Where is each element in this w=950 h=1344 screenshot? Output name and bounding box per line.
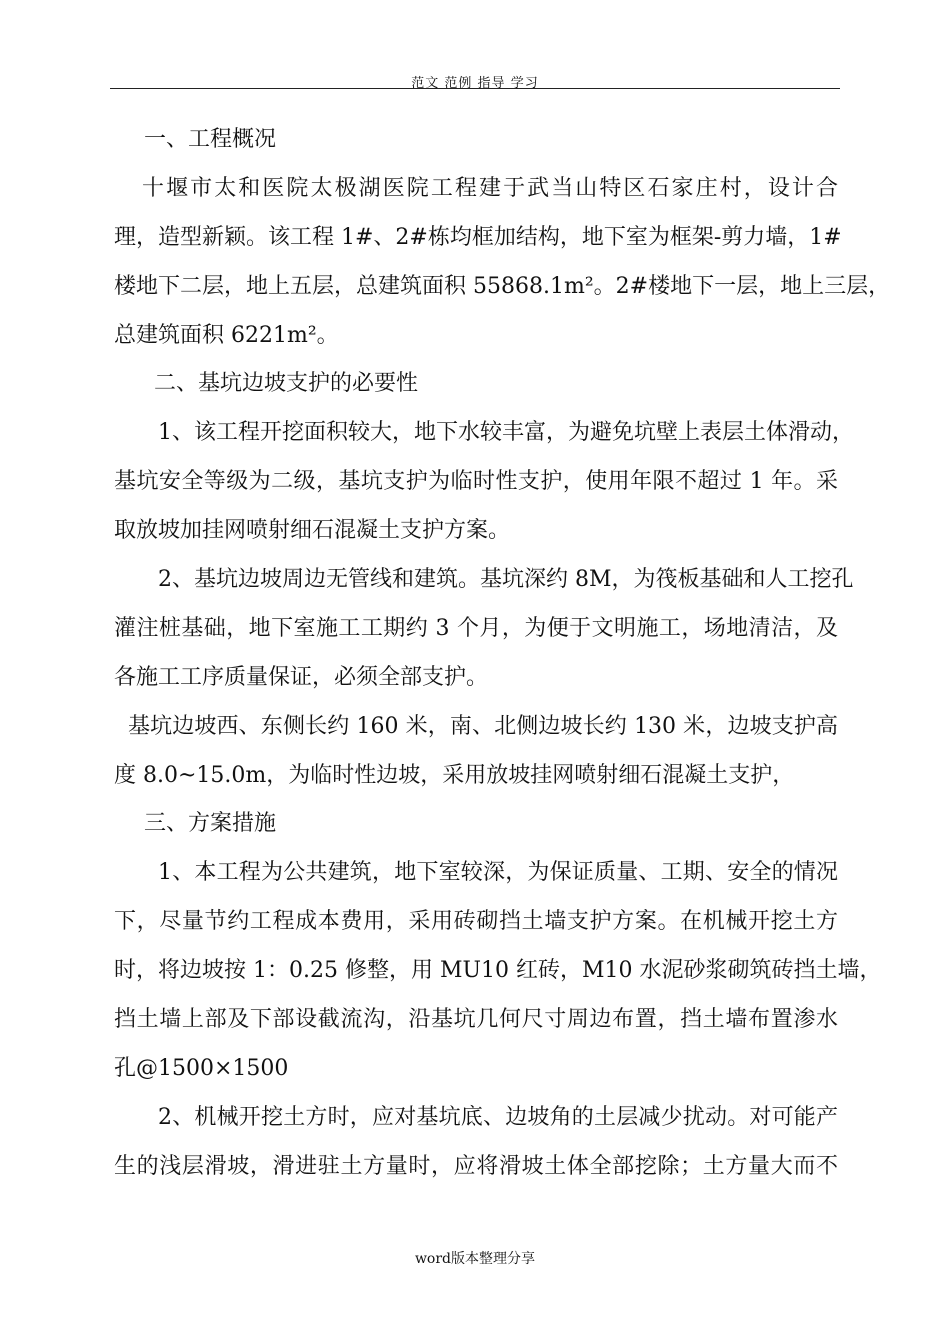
paragraph-line: 灌注桩基础，地下室施工工期约 3 个月，为便于文明施工，场地清洁，及: [114, 615, 838, 641]
heading-necessity: 二、基坑边坡支护的必要性: [154, 371, 419, 397]
paragraph-line: 下，尽量节约工程成本费用，采用砖砌挡土墙支护方案。在机械开挖土方: [114, 909, 838, 935]
paragraph-line: 挡土墙上部及下部设截流沟，沿基坑几何尺寸周边布置，挡土墙布置渗水: [114, 1007, 838, 1033]
page-footer: word版本整理分享: [414, 1251, 536, 1267]
paragraph-line: 总建筑面积 6221m²。: [114, 322, 339, 348]
paragraph-line: 理，造型新颖。该工程 1#、2#栋均框加结构，地下室为框架-剪力墙，1#: [114, 224, 842, 250]
paragraph-line: 2、基坑边坡周边无管线和建筑。基坑深约 8M，为筏板基础和人工挖孔: [158, 567, 854, 593]
header-rule: [110, 88, 840, 89]
heading-plan-measures: 三、方案措施: [144, 811, 277, 837]
paragraph-line: 1、该工程开挖面积较大，地下水较丰富，为避免坑壁上表层土体滑动，: [158, 420, 854, 446]
paragraph-line: 度 8.0~15.0m，为临时性边坡，采用放坡挂网喷射细石混凝土支护，: [114, 762, 795, 788]
document-body: [114, 116, 891, 1192]
paragraph-line: 各施工工序质量保证，必须全部支护。: [114, 664, 489, 690]
paragraph-line: 1、本工程为公共建筑，地下室较深，为保证质量、工期、安全的情况: [158, 860, 838, 886]
heading-project-overview: 一、工程概况: [144, 127, 277, 152]
paragraph-line: 基坑边坡西、东侧长约 160 米，南、北侧边坡长约 130 米，边坡支护高: [128, 713, 838, 739]
paragraph-line: 楼地下二层，地上五层，总建筑面积 55868.1m²。2#楼地下一层，地上三层，: [114, 273, 891, 299]
paragraph-line: 生的浅层滑坡，滑进驻土方量时，应将滑坡土体全部挖除；土方量大而不: [114, 1153, 838, 1179]
paragraph-line: 取放坡加挂网喷射细石混凝土支护方案。: [114, 518, 511, 544]
paragraph-line: 时，将边坡按 1：0.25 修整，用 MU10 红砖，M10 水泥砂浆砌筑砖挡土墙，: [114, 958, 882, 984]
page-header: 范文 范例 指导 学习: [411, 76, 539, 91]
paragraph-line: 十堰市太和医院太极湖医院工程建于武当山特区石家庄村，设计合: [142, 175, 838, 201]
paragraph-line: 2、机械开挖土方时，应对基坑底、边坡角的土层减少扰动。对可能产: [158, 1104, 838, 1130]
paragraph-line: 孔@1500×1500: [114, 1055, 289, 1081]
paragraph-line: 基坑安全等级为二级，基坑支护为临时性支护，使用年限不超过 1 年。采: [114, 469, 838, 495]
